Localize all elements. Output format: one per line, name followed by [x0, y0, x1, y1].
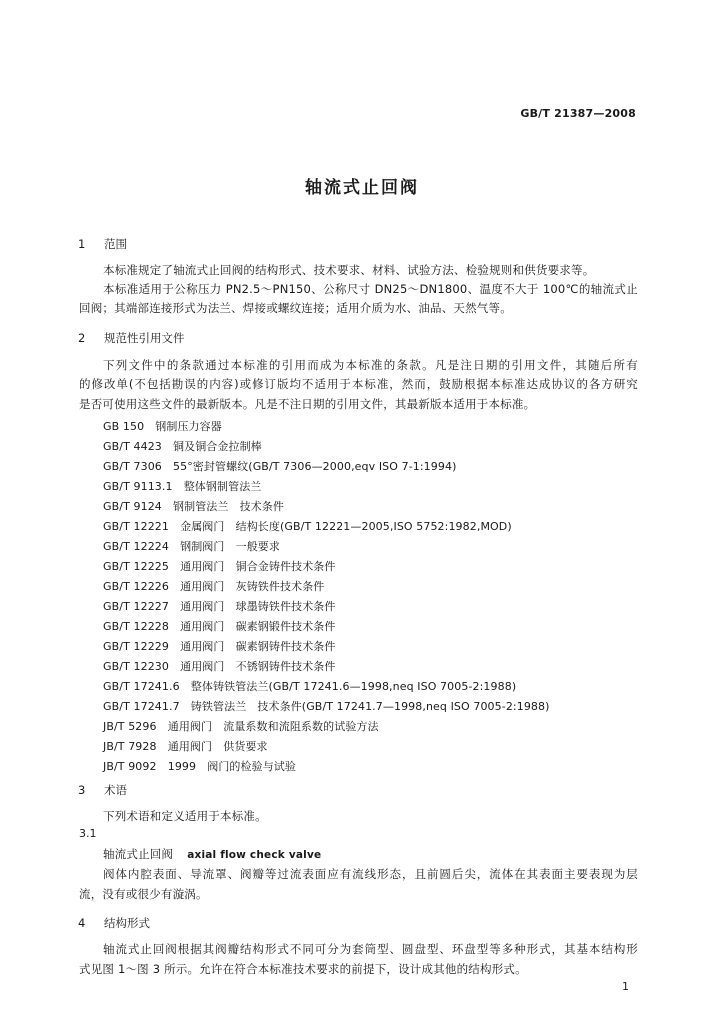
reference-item	[103, 678, 516, 694]
reference-code: JB/T 9092	[103, 760, 157, 773]
section-2-intro-line-2: 的修改单(不包括勘误的内容)或修订版均不适用于本标准，然而，鼓励根据本标准达成协议的各方研究	[79, 377, 638, 391]
reference-item	[103, 458, 456, 474]
reference-code: JB/T 5296	[103, 720, 157, 733]
reference-item	[103, 738, 268, 754]
section-1-paragraph-2-line-2: 回阀；其端部连接形式为法兰、焊接或螺纹连接；适用介质为水、油品、天然气等。	[79, 301, 512, 315]
section-number: 4	[78, 916, 86, 930]
reference-item	[103, 658, 336, 674]
section-4-heading	[78, 915, 150, 931]
reference-title: 通用阀门 流量系数和流阻系数的试验方法	[167, 720, 379, 733]
reference-item	[103, 578, 324, 594]
reference-title: 钢制管法兰 技术条件	[173, 500, 284, 513]
reference-item	[103, 618, 336, 634]
reference-item	[103, 638, 336, 654]
reference-code: GB/T 17241.7	[103, 700, 180, 713]
reference-code: GB/T 9124	[103, 500, 162, 513]
term-entry	[103, 846, 321, 862]
reference-item	[103, 538, 280, 554]
standard-code: GB/T 21387—2008	[520, 107, 636, 120]
reference-title: 铜及铜合金拉制棒	[173, 440, 262, 453]
reference-title: 通用阀门 碳素钢锻件技术条件	[180, 620, 336, 633]
term-chinese: 轴流式止回阀	[103, 847, 174, 861]
section-2-intro-line-1: 下列文件中的条款通过本标准的引用而成为本标准的条款。凡是注日期的引用文件，其随后所有	[103, 358, 638, 372]
reference-title: 通用阀门 灰铸铁件技术条件	[180, 580, 325, 593]
reference-code: GB/T 12221	[103, 520, 169, 533]
document-title: 轴流式止回阀	[305, 178, 419, 198]
section-title: 术语	[104, 783, 127, 797]
reference-item	[103, 498, 284, 514]
reference-item	[103, 478, 261, 494]
section-1-heading	[78, 236, 127, 252]
reference-title: 金属阀门 结构长度(GB/T 12221—2005,ISO 5752:1982,MOD)	[180, 520, 512, 533]
section-number: 3	[78, 783, 86, 797]
page-number: 1	[622, 980, 629, 993]
reference-code: GB/T 12228	[103, 620, 169, 633]
reference-title: 通用阀门 不锈钢铸件技术条件	[180, 660, 336, 673]
section-2-intro-line-3: 是否可使用这些文件的最新版本。凡是不注日期的引用文件，其最新版本适用于本标准。	[79, 397, 536, 411]
reference-item	[103, 718, 379, 734]
reference-code: GB/T 12226	[103, 580, 169, 593]
subsection-number: 3.1	[79, 827, 97, 840]
reference-title: 1999 阀门的检验与试验	[167, 760, 297, 773]
section-title: 规范性引用文件	[104, 331, 185, 345]
reference-code: JB/T 7928	[103, 740, 157, 753]
section-title: 结构形式	[104, 916, 150, 930]
reference-title: 钢制压力容器	[155, 420, 222, 433]
section-3-heading	[78, 782, 127, 798]
reference-title: 整体钢制管法兰	[183, 480, 262, 493]
reference-item	[103, 518, 512, 534]
reference-title: 钢制阀门 一般要求	[180, 540, 281, 553]
section-number: 2	[78, 331, 86, 345]
reference-item	[103, 598, 336, 614]
reference-title: 通用阀门 供货要求	[167, 740, 268, 753]
term-definition-line-2: 流，没有或很少有漩涡。	[79, 887, 208, 901]
reference-code: GB/T 17241.6	[103, 680, 180, 693]
section-2-heading	[78, 330, 185, 346]
section-1-paragraph-2-line-1: 本标准适用于公称压力 PN2.5～PN150、公称尺寸 DN25～DN1800、温度不大于 100℃的轴流式止	[103, 282, 638, 296]
reference-item	[103, 698, 550, 714]
reference-code: GB 150	[103, 420, 145, 433]
term-english: axial flow check valve	[187, 849, 322, 861]
reference-code: GB/T 9113.1	[103, 480, 173, 493]
reference-code: GB/T 7306	[103, 460, 162, 473]
reference-code: GB/T 12230	[103, 660, 169, 673]
reference-item	[103, 758, 296, 774]
reference-item	[103, 558, 336, 574]
reference-title: 通用阀门 铜合金铸件技术条件	[180, 560, 336, 573]
reference-title: 整体铸铁管法兰(GB/T 17241.6—1998,neq ISO 7005-2:1988)	[190, 680, 517, 693]
reference-code: GB/T 12225	[103, 560, 169, 573]
reference-title: 铸铁管法兰 技术条件(GB/T 17241.7—1998,neq ISO 7005-2:1988)	[190, 700, 550, 713]
section-4-paragraph-line-1: 轴流式止回阀根据其阀瓣结构形式不同可分为套筒型、圆盘型、环盘型等多种形式，其基本结构形	[103, 942, 638, 956]
section-number: 1	[78, 237, 86, 251]
reference-code: GB/T 12229	[103, 640, 169, 653]
reference-code: GB/T 4423	[103, 440, 162, 453]
reference-item	[103, 438, 262, 454]
section-title: 范围	[104, 237, 127, 251]
section-1-paragraph-1: 本标准规定了轴流式止回阀的结构形式、技术要求、材料、试验方法、检验规则和供货要求等。	[103, 263, 595, 277]
section-4-paragraph-line-2: 式见图 1～图 3 所示。允许在符合本标准技术要求的前提下，设计成其他的结构形式。	[79, 962, 527, 976]
reference-code: GB/T 12224	[103, 540, 169, 553]
section-3-intro: 下列术语和定义适用于本标准。	[103, 809, 267, 823]
reference-item	[103, 418, 222, 434]
reference-title: 通用阀门 球墨铸铁件技术条件	[180, 600, 336, 613]
term-definition-line-1: 阀体内腔表面、导流罩、阀瓣等过流表面应有流线形态，且前圆后尖，流体在其表面主要表现为层	[103, 867, 638, 881]
reference-title: 55°密封管螺纹(GB/T 7306—2000,eqv ISO 7-1:1994)	[173, 460, 457, 473]
reference-code: GB/T 12227	[103, 600, 169, 613]
reference-title: 通用阀门 碳素钢铸件技术条件	[180, 640, 336, 653]
